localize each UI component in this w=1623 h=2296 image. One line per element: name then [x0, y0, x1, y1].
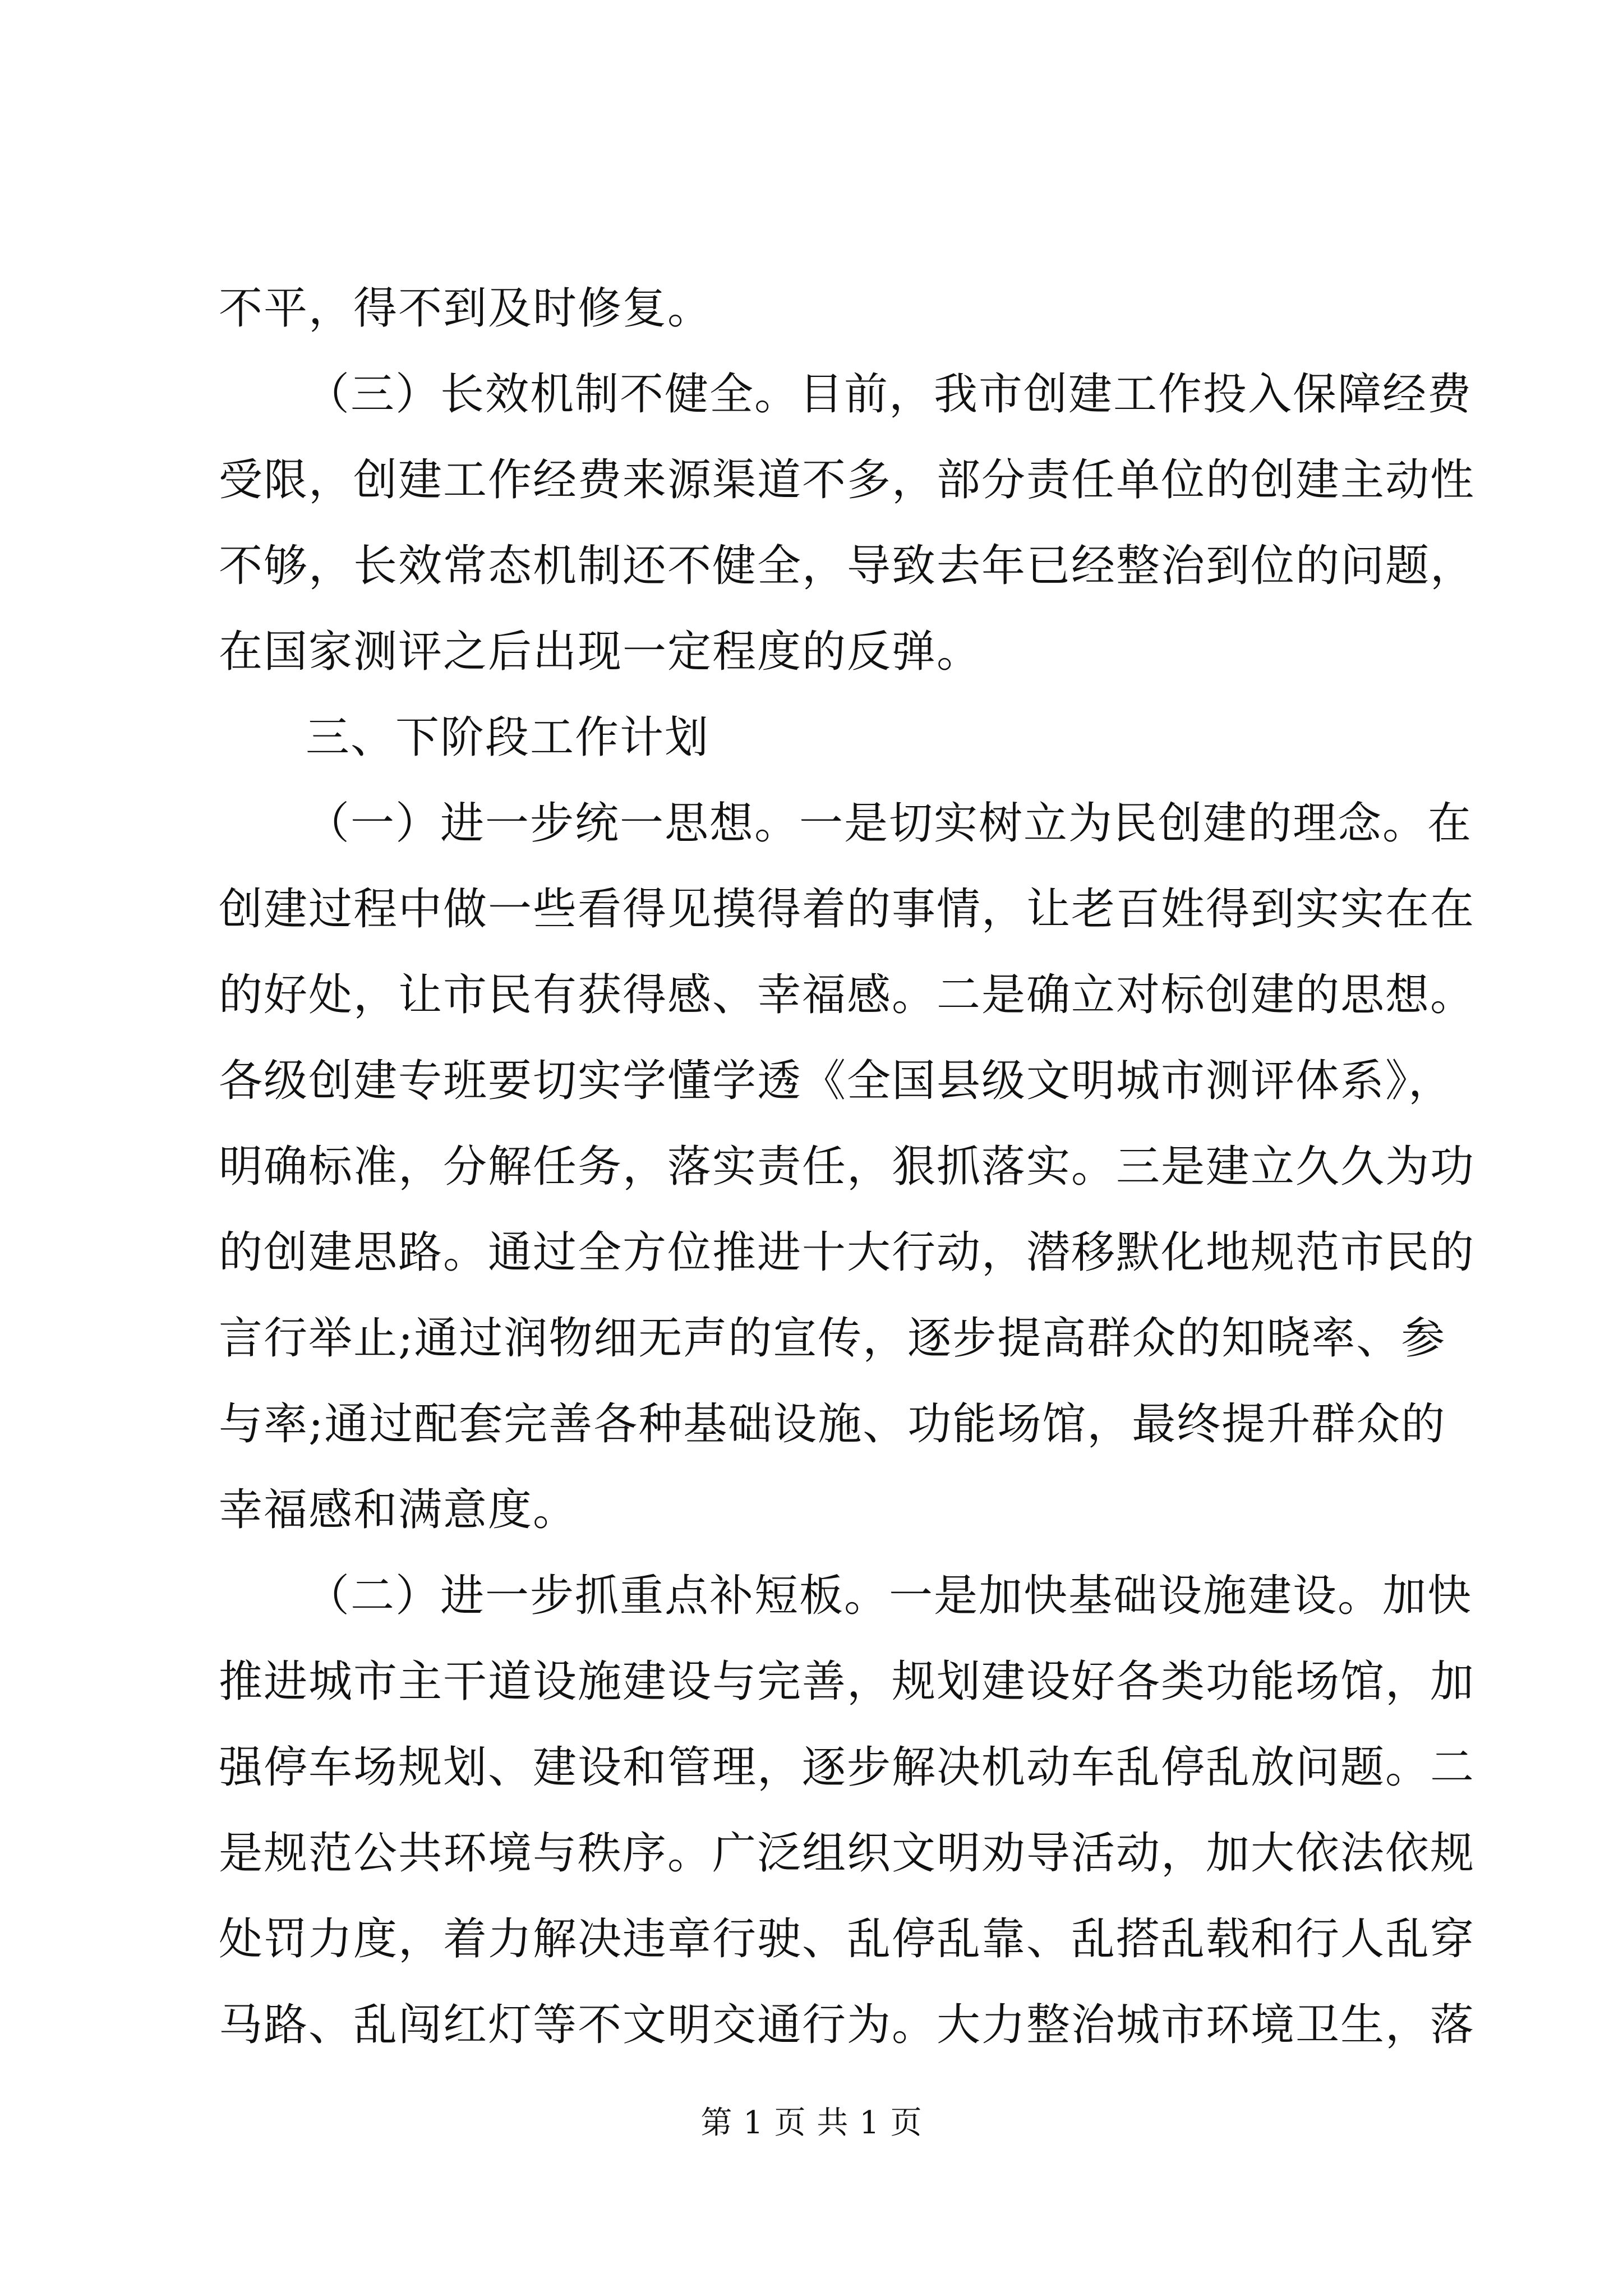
text-line-9: 的好处，让市民有获得感、幸福感。二是确立对标创建的思想。	[219, 970, 1476, 1020]
text-line-18: 强停车场规划、建设和管理，逐步解决机动车乱停乱放问题。二	[219, 1742, 1476, 1793]
text-line-7: （一）进一步统一思想。一是切实树立为民创建的理念。在	[306, 798, 1473, 849]
text-line-12: 的创建思路。通过全方位推进十大行动，潜移默化地规范市民的	[219, 1227, 1476, 1278]
text-line-2: （三）长效机制不健全。目前，我市创建工作投入保障经费	[306, 369, 1473, 420]
text-line-17: 推进城市主干道设施建设与完善，规划建设好各类功能场馆，加	[219, 1657, 1476, 1707]
text-line-1: 不平，得不到及时修复。	[219, 283, 713, 334]
text-line-10: 各级创建专班要切实学懂学透《全国县级文明城市测评体系》，	[219, 1056, 1454, 1106]
text-line-5: 在国家测评之后出现一定程度的反弹。	[219, 627, 982, 677]
text-line-21: 马路、乱闯红灯等不文明交通行为。大力整治城市环境卫生，落	[219, 2000, 1476, 2050]
page-number-footer: 第 1 页 共 1 页	[700, 2105, 923, 2141]
text-line-8: 创建过程中做一些看得见摸得着的事情，让老百姓得到实实在在	[219, 884, 1476, 935]
text-line-14: 与率;通过配套完善各种基础设施、功能场馆，最终提升群众的	[219, 1399, 1446, 1450]
section-heading: 三、下阶段工作计划	[306, 712, 710, 763]
text-line-3: 受限，创建工作经费来源渠道不多，部分责任单位的创建主动性	[219, 455, 1476, 505]
text-line-15: 幸福感和满意度。	[219, 1485, 578, 1535]
text-line-20: 处罚力度，着力解决违章行驶、乱停乱靠、乱搭乱载和行人乱穿	[219, 1914, 1476, 1964]
text-line-4: 不够，长效常态机制还不健全，导致去年已经整治到位的问题，	[219, 541, 1476, 591]
text-line-16: （二）进一步抓重点补短板。一是加快基础设施建设。加快	[306, 1571, 1473, 1621]
text-line-13: 言行举止;通过润物细无声的宣传，逐步提高群众的知晓率、参	[219, 1313, 1446, 1364]
text-line-19: 是规范公共环境与秩序。广泛组织文明劝导活动，加大依法依规	[219, 1828, 1476, 1879]
text-line-11: 明确标准，分解任务，落实责任，狠抓落实。三是建立久久为功	[219, 1142, 1476, 1192]
